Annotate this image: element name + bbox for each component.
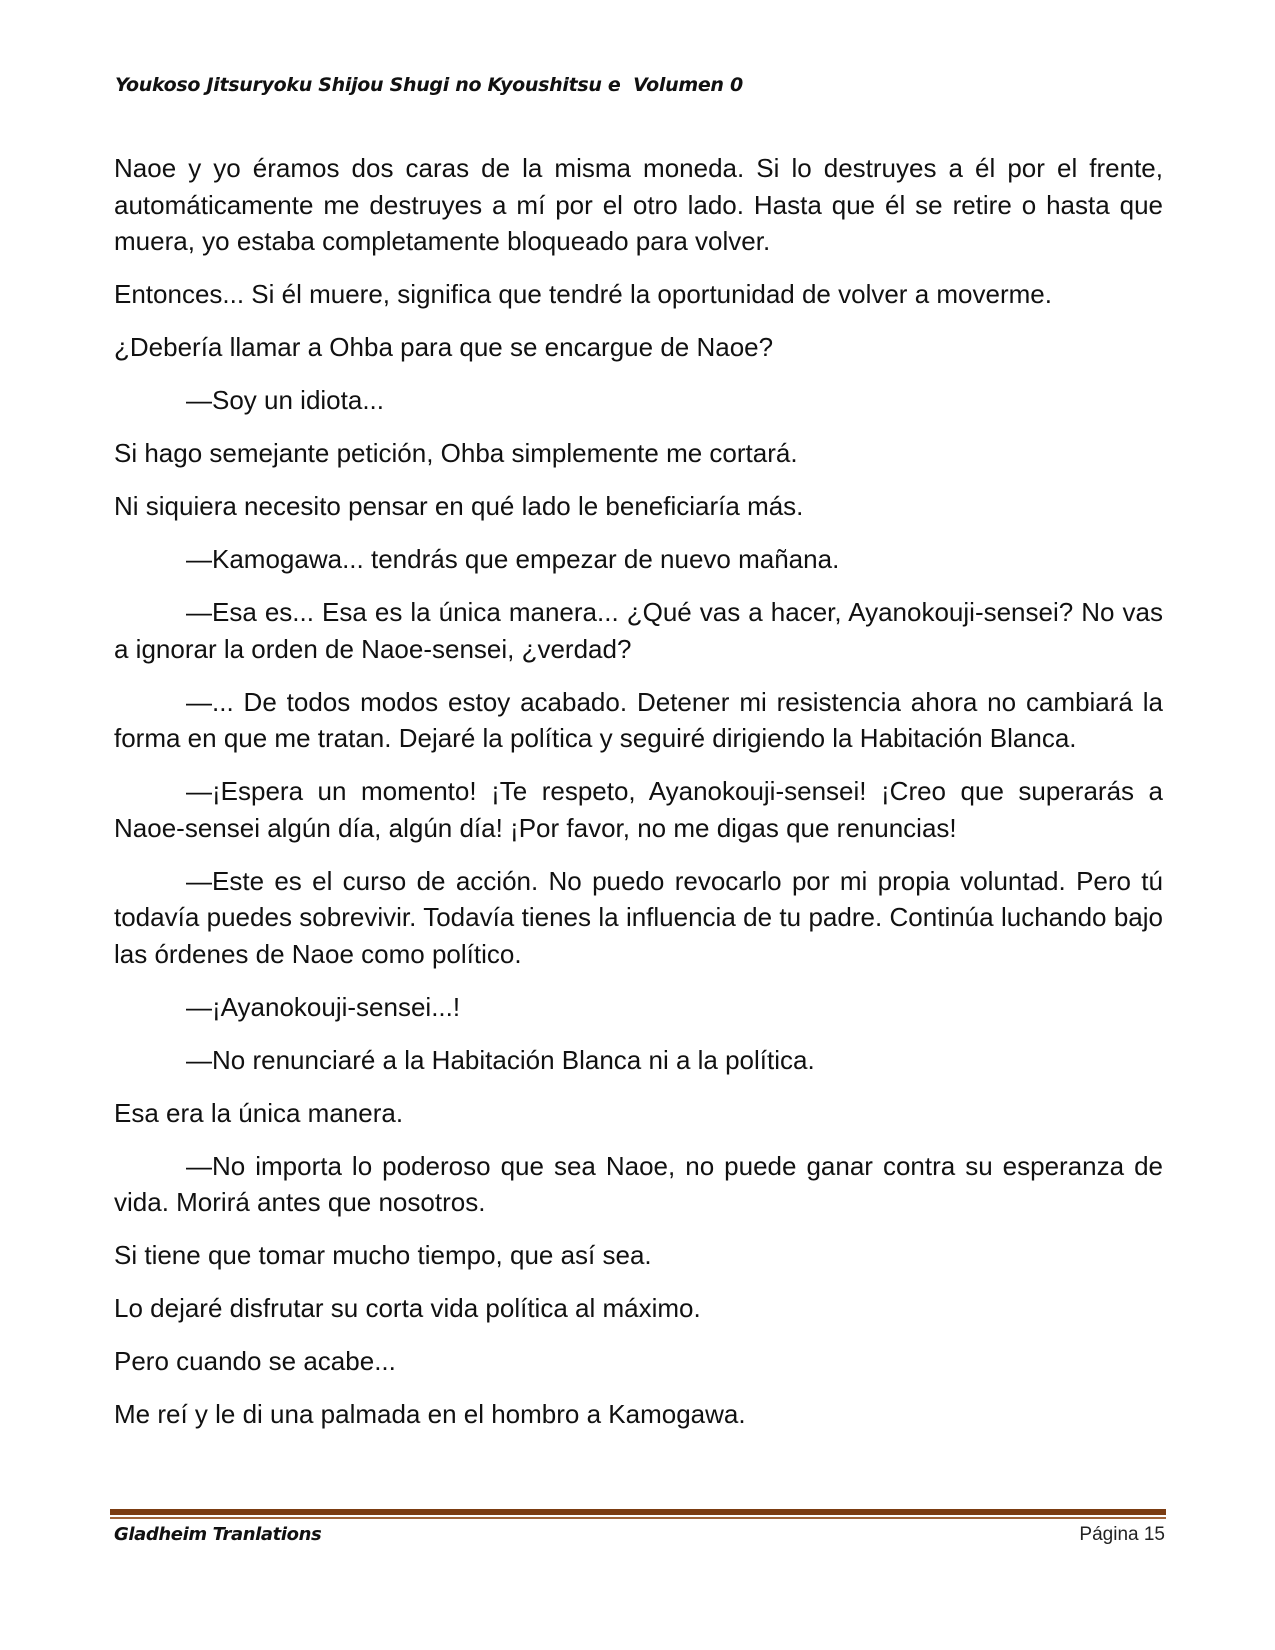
dialogue-paragraph: —Esa es... Esa es la única manera... ¿Qué vas a hacer, Ayanokouji-sensei? No vas a ignorar la orden de Naoe-sensei, ¿verdad? [114, 597, 1163, 664]
dialogue-paragraph: —Soy un idiota... [186, 385, 384, 415]
footer-rule-thin [110, 1517, 1166, 1519]
dialogue-paragraph: —... De todos modos estoy acabado. Detener mi resistencia ahora no cambiará la forma en que me tratan. Dejaré la política y seguiré dirigiendo la Habitación Blanca. [114, 686, 1163, 753]
body-text [114, 150, 1163, 1449]
paragraph: Naoe y yo éramos dos caras de la misma moneda. Si lo destruyes a él por el frente, automáticamente me destruyes a mí por el otro lado. Hasta que él se retire o hasta que muera, yo estaba completamente bloqueado para volver. [114, 153, 1163, 256]
paragraph: Si hago semejante petición, Ohba simplemente me cortará. [114, 438, 798, 468]
paragraph: Ni siquiera necesito pensar en qué lado le beneficiaría más. [114, 491, 804, 521]
paragraph: Si tiene que tomar mucho tiempo, que así sea. [114, 1240, 652, 1270]
dialogue-paragraph: —No importa lo poderoso que sea Naoe, no puede ganar contra su esperanza de vida. Morirá antes que nosotros. [114, 1150, 1163, 1217]
paragraph: Pero cuando se acabe... [114, 1346, 396, 1376]
paragraph: ¿Debería llamar a Ohba para que se encargue de Naoe? [114, 332, 774, 362]
dialogue-paragraph: —Este es el curso de acción. No puedo revocarlo por mi propia voluntad. Pero tú todavía puedes sobrevivir. Todavía tienes la influencia de tu padre. Continúa luchando bajo las órdenes de Naoe como político. [114, 865, 1163, 969]
footer-rule [110, 1509, 1166, 1515]
page-header-title: Youkoso Jitsuryoku Shijou Shugi no Kyoushitsu e Volumen 0 [115, 74, 743, 96]
dialogue-paragraph: —Kamogawa... tendrás que empezar de nuevo mañana. [186, 544, 840, 574]
dialogue-paragraph: —¡Espera un momento! ¡Te respeto, Ayanokouji-sensei! ¡Creo que superarás a Naoe-sensei algún día, algún día! ¡Por favor, no me digas que renuncias! [114, 776, 1163, 843]
footer-credit: Gladheim Tranlations [114, 1524, 322, 1545]
paragraph: Me reí y le di una palmada en el hombro a Kamogawa. [114, 1399, 746, 1429]
paragraph: Esa era la única manera. [114, 1097, 404, 1128]
paragraph: Entonces... Si él muere, significa que tendré la oportunidad de volver a moverme. [114, 279, 1052, 309]
dialogue-paragraph: —¡Ayanokouji-sensei...! [186, 991, 461, 1022]
dialogue-paragraph: —No renunciaré a la Habitación Blanca ni a la política. [186, 1044, 815, 1075]
page-number: Página 15 [1079, 1524, 1165, 1545]
paragraph: Lo dejaré disfrutar su corta vida política al máximo. [114, 1293, 701, 1323]
